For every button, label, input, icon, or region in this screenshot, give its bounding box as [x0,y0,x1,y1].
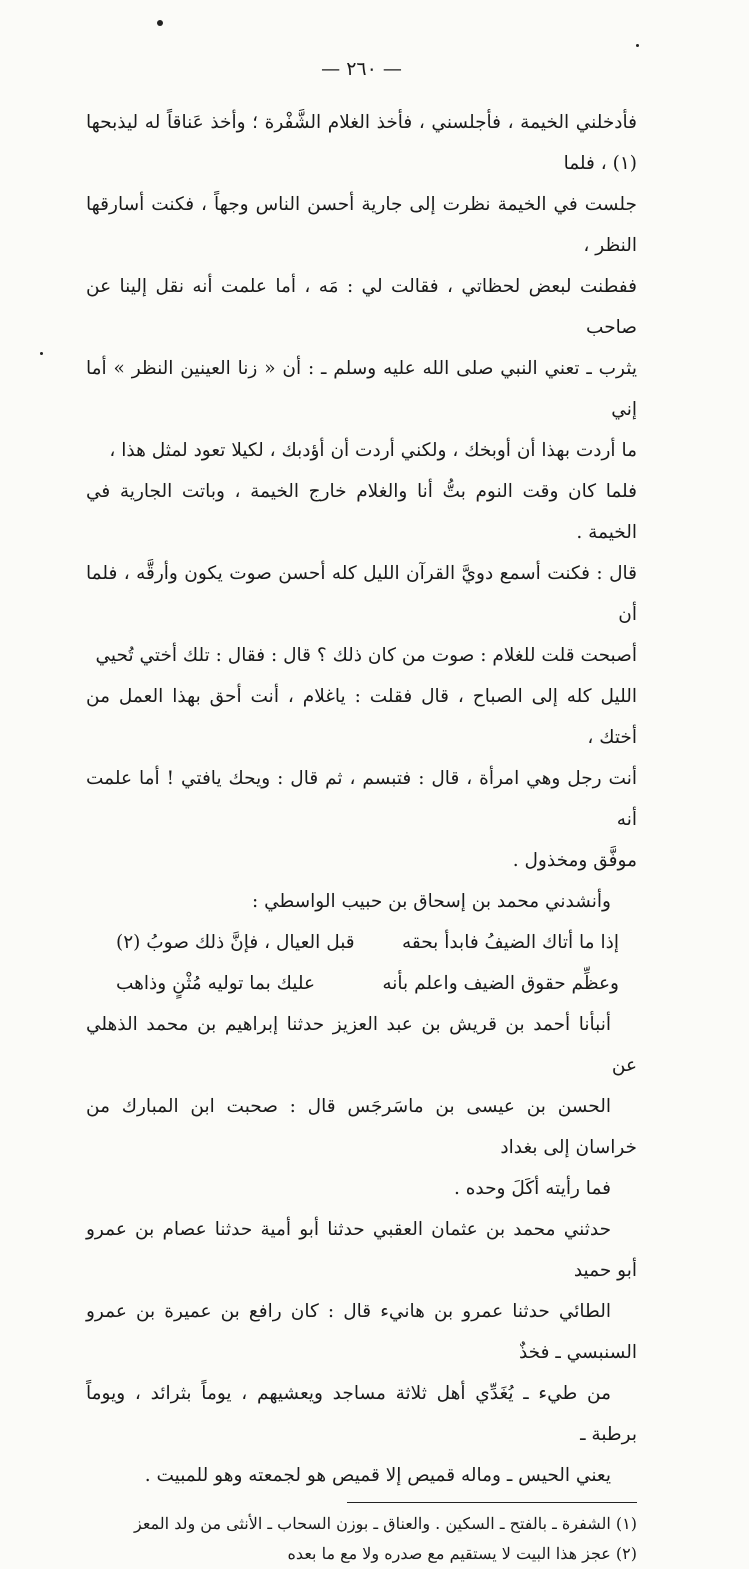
text-line: ما أردت بهذا أن أوبخك ، ولكني أردت أن أؤدبك ، لكيلا تعود لمثل هذا ، [109,440,637,461]
text-line: قال : فكنت أسمع دويَّ القرآن الليل كله أحسن صوت يكون وأرقَّه ، فلما أن [86,563,637,625]
verse-first-hemistich: إذا ما أتاك الضيفُ فابدأ بحقه [401,932,619,953]
text-line: ففطنت لبعض لحظاتي ، فقالت لي : مَه ، أما علمت أنه نقل إلينا عن صاحب [86,276,637,338]
text-line: أنبأنا أحمد بن قريش بن عبد العزيز حدثنا إبراهيم بن محمد الذهلي عن [86,1014,637,1076]
text-line: الحسن بن عيسى بن ماسَرجَس قال : صحبت ابن المبارك من خراسان إلى بغداد [86,1096,637,1158]
footnote-1: (١) الشفرة ـ بالفتح ـ السكين . والعناق ـ بوزن السحاب ـ الأنثى من ولد المعز [134,1514,637,1533]
text-line: الليل كله إلى الصباح ، قال فقلت : ياغلام ، أنت أحق بهذا العمل من أختك ، [86,686,637,748]
text-line: الطائي حدثنا عمرو بن هانيء قال : كان رافع بن عميرة بن عمرو السنبسي ـ فخذٌ [86,1301,637,1363]
page-number: — ٢٦٠ — [321,58,402,80]
ink-speck [157,20,163,26]
text-line: فلما كان وقت النوم بتُّ أنا والغلام خارج الخيمة ، وباتت الجارية في الخيمة . [86,481,637,543]
ink-speck [40,352,43,355]
main-text [86,102,637,1496]
verse-2 [86,963,637,1004]
text-line: أنت رجل وهي امرأة ، قال : فتبسم ، ثم قال : ويحك يافتي ! أما علمت أنه [86,768,637,830]
text-line: من طيء ـ يُغَدِّي أهل ثلاثة مساجد ويعشيهم ، يوماً بثرائد ، ويوماً برطبة ـ [86,1383,637,1445]
paragraph-story [86,102,637,881]
ink-speck [636,44,639,47]
text-line: موفَّق ومخذول . [512,850,637,871]
text-line: يعني الحيس ـ وماله قميص إلا قميص هو لجمعته وهو للمبيت . [144,1465,611,1486]
text-line: وأنشدني محمد بن إسحاق بن حبيب الواسطي : [251,891,611,912]
text-line: فأدخلني الخيمة ، فأجلسني ، فأخذ الغلام الشَّفْرة ؛ وأخذ عَناقاً له ليذبحها (١) ، فلما [86,112,637,174]
verse-second-hemistich: قبل العيال ، فإنَّ ذلك صوبُ (٢) [116,932,355,953]
text-line: حدثني محمد بن عثمان العقبي حدثنا أبو أمية حدثنا عصام بن عمرو أبو حميد [86,1219,637,1281]
text-line: أصبحت قلت للغلام : صوت من كان ذلك ؟ قال : فقال : تلك أختي تُحيي [95,645,637,666]
paragraph-rafi [86,1209,637,1496]
paragraph-ibn-mubarak [86,1004,637,1209]
verse-second-hemistich: عليك بما توليه مُثْنٍ وذاهب [116,973,315,994]
footnote-2: (٢) عجز هذا البيت لا يستقيم مع صدره ولا مع ما بعده [287,1544,637,1563]
text-line: فما رأيته أكَلَ وحده . [453,1178,611,1199]
text-line: يثرب ـ تعني النبي صلى الله عليه وسلم ـ : أن « زنا العينين النظر » أما إني [86,358,637,420]
text-line: جلست في الخيمة نظرت إلى جارية أحسن الناس وجهاً ، فكنت أسارقها النظر ، [86,194,637,256]
footnotes [86,1509,637,1569]
verse-first-hemistich: وعظِّم حقوق الضيف واعلم بأنه [382,973,619,994]
paragraph-poem-intro [86,881,637,922]
verse-1 [86,922,637,963]
footnote-divider [347,1502,637,1503]
